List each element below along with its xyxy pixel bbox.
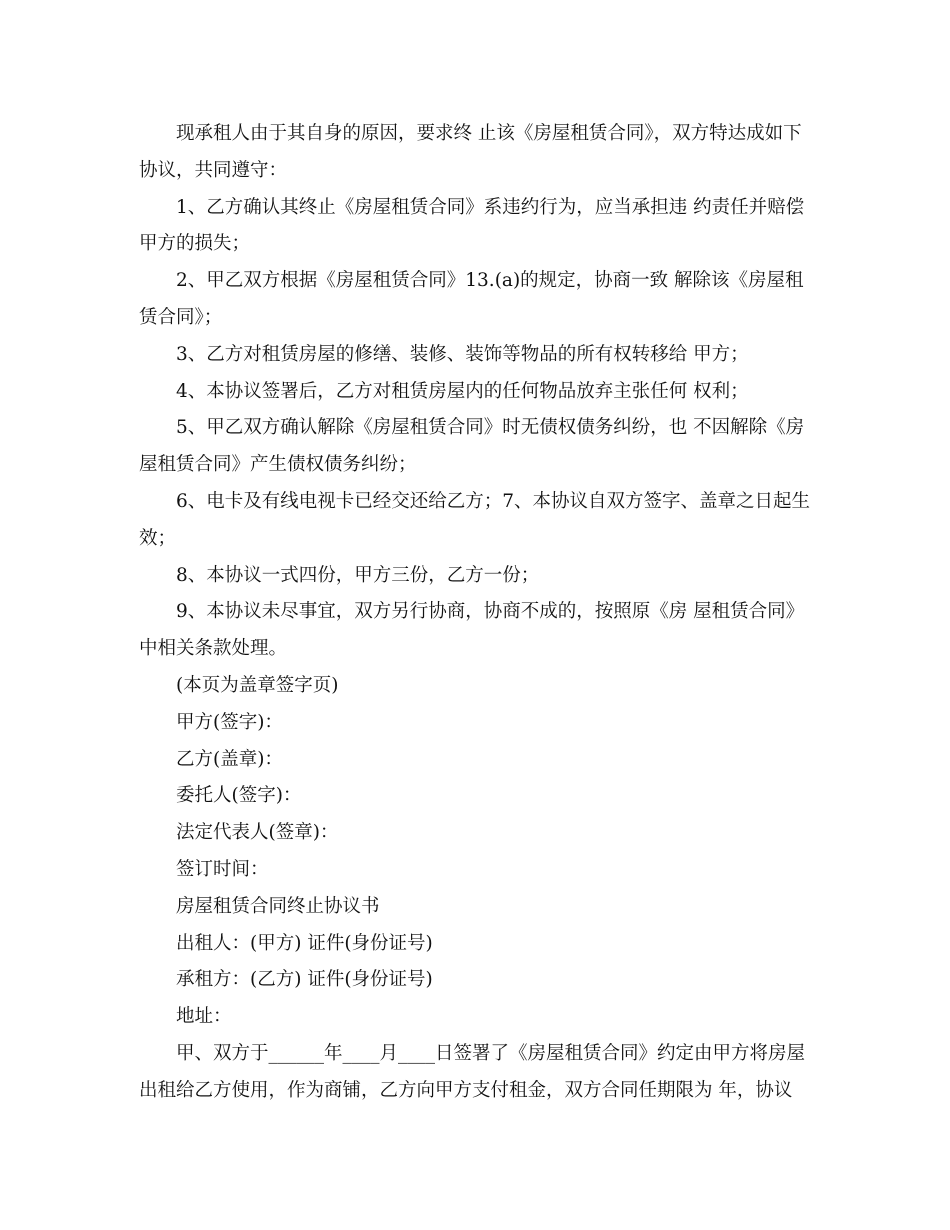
party-a-signature-line: 甲方(签字)： xyxy=(176,711,283,733)
signing-date-line: 签订时间： xyxy=(176,858,269,880)
signature-page-note: (本页为盖章签字页) xyxy=(176,674,339,696)
address-line: 地址： xyxy=(176,1006,232,1028)
clause-5: 5、甲乙双方确认解除《房屋租赁合同》时无债权债务纠纷，也 不因解除《房屋租赁合同》产生债权债务纠纷； xyxy=(139,417,805,476)
document-body xyxy=(139,116,811,1110)
party-b-seal-line: 乙方(盖章)： xyxy=(176,748,283,770)
clause-9: 9、本协议未尽事宜，双方另行协商，协商不成的，按照原《房 屋租赁合同》中相关条款处理。 xyxy=(139,601,805,660)
clause-6-7: 6、电卡及有线电视卡已经交还给乙方；7、本协议自双方签字、盖章之日起生效； xyxy=(139,490,811,549)
legal-representative-line: 法定代表人(签章)： xyxy=(176,822,339,844)
paragraph-contract-background: 甲、双方于______年____月____日签署了《房屋租赁合同》约定由甲方将房屋出租给乙方使用，作为商铺，乙方向甲方支付租金，双方合同任期限为 年，协议 xyxy=(139,1042,806,1101)
clause-1: 1、乙方确认其终止《房屋租赁合同》系违约行为，应当承担违 约责任并赔偿甲方的损失； xyxy=(139,196,805,255)
agent-signature-line: 委托人(签字)： xyxy=(176,785,302,807)
agreement-title: 房屋租赁合同终止协议书 xyxy=(176,895,380,917)
clause-8: 8、本协议一式四份，甲方三份，乙方一份； xyxy=(176,564,540,586)
lessor-line: 出租人：(甲方) 证件(身份证号) xyxy=(176,932,433,954)
clause-4: 4、本协议签署后，乙方对租赁房屋内的任何物品放弃主张任何 权利； xyxy=(176,380,749,402)
paragraph-intro: 现承租人由于其自身的原因，要求终 止该《房屋租赁合同》，双方特达成如下协议，共同遵守： xyxy=(139,123,802,181)
clause-3: 3、乙方对租赁房屋的修缮、装修、装饰等物品的所有权转移给 甲方； xyxy=(176,343,749,365)
clause-2: 2、甲乙双方根据《房屋租赁合同》13.(a)的规定，协商一致 解除该《房屋租赁合同》； xyxy=(139,270,804,328)
lessee-line: 承租方：(乙方) 证件(身份证号) xyxy=(176,969,433,991)
